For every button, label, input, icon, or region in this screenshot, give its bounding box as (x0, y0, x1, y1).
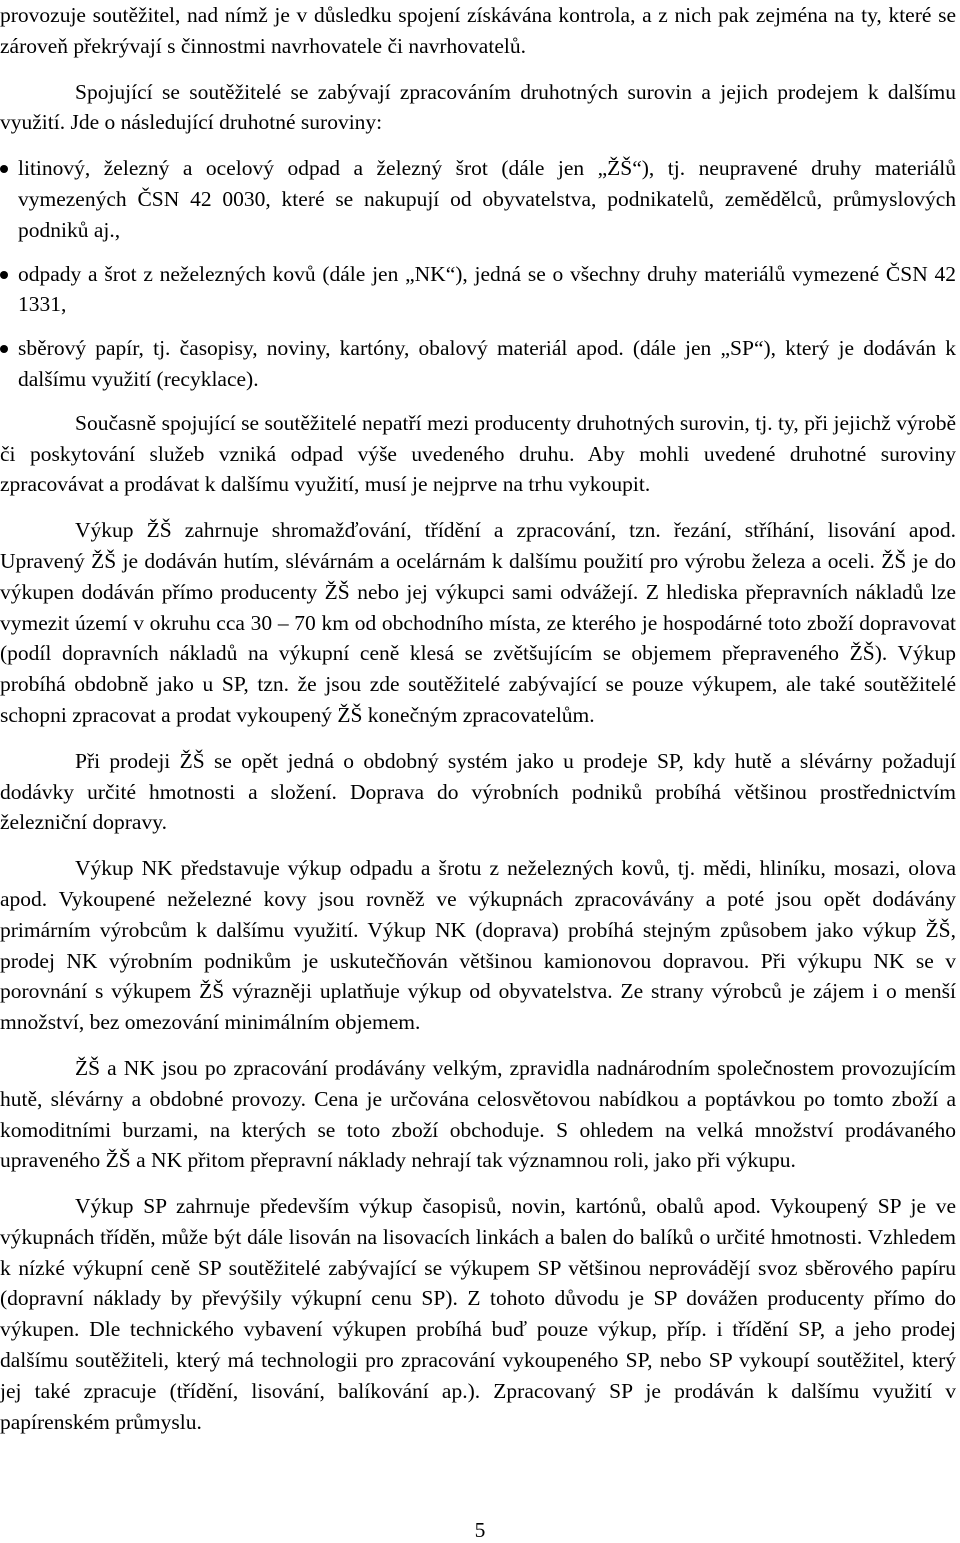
page-number: 5 (474, 1518, 486, 1542)
paragraph-sp-purchase: Výkup SP zahrnuje především výkup časopisů, novin, kartónů, obalů apod. Vykoupený SP je ve výkupnách tříděn, může být dále lisován na lisovacích linkách a balen do balíků o určité hmotnosti. Vzhledem k nízké výkupní ceně SP soutěžitelé zabývající se výkupem SP většinou neprovádějí svoz sběrového papíru (dopravní náklady by převýšily výkupní cenu SP). Z tohoto důvodu je SP dovážen producenty přímo do výkupen. Dle technického vybavení výkupen probíhá buď pouze výkup, příp. i třídění SP, a jeho prodej dalšímu soutěžiteli, který má technologii pro zpracování vykoupeného SP, nebo SP vykoupí soutěžitel, který jej také zpracuje (třídění, lisování, balíkování ap.). Zpracovaný SP je prodáván k dalšímu využití v papírenském průmyslu. (0, 1194, 956, 1434)
paragraph-secondary-raw-materials: Spojující se soutěžitelé se zabývají zpracováním druhotných surovin a jejich prodejem k dalšímu využití. Jde o následující druhotné suroviny: (0, 79, 956, 135)
bullet-icon (0, 165, 8, 173)
paragraph-not-producers: Současně spojující se soutěžitelé nepatří mezi producenty druhotných surovin, tj. ty, při jejichž výrobě či poskytování služeb vzniká odpad výše uvedeného druhu. Aby mohli uvedené druhotné suroviny zpracovávat a prodávat k dalšímu využití, musí je nejprve na trhu vykoupit. (0, 410, 956, 497)
list-item (0, 153, 956, 245)
raw-materials-list (0, 153, 956, 395)
intro-paragraph: provozuje soutěžitel, nad nímž je v důsledku spojení získávána kontrola, a z nich pak zejména na ty, které se zároveň překrývají s činnostmi navrhovatele či navrhovatelů. (0, 3, 956, 58)
bullet-icon (0, 345, 8, 353)
list-item-text: litinový, železný a ocelový odpad a železný šrot (dále jen „ŽŠ“), tj. neupravené druhy materiálů vymezených ČSN 42 0030, které se nakupují od obyvatelstva, podnikatelů, zemědělců, průmyslových podniků aj., (18, 156, 956, 242)
paragraph-zs-sale: Při prodeji ŽŠ se opět jedná o obdobný systém jako u prodeje SP, kdy hutě a slévárny požadují dodávky určité hmotnosti a složení. Doprava do výrobních podniků probíhá většinou prostřednictvím železniční dopravy. (0, 748, 956, 835)
paragraph-zs-nk-sale: ŽŠ a NK jsou po zpracování prodávány velkým, zpravidla nadnárodním společnostem provozujícím hutě, slévárny a obdobné provozy. Cena je určována celosvětovou nabídkou a poptávkou po tomto zboží a komoditními burzami, na kterých se toto zboží obchoduje. S ohledem na velká množství prodávaného upraveného ŽŠ a NK přitom přepravní náklady nehrají tak významnou roli, jako při výkupu. (0, 1055, 956, 1173)
list-item-text: odpady a šrot z neželezných kovů (dále jen „NK“), jedná se o všechny druhy materiálů vymezené ČSN 42 1331, (18, 261, 956, 317)
list-item (0, 259, 956, 321)
bullet-icon (0, 271, 8, 279)
list-item-text: sběrový papír, tj. časopisy, noviny, kartóny, obalový materiál apod. (dále jen „SP“), který je dodáván k dalšímu využití (recyklace). (18, 336, 956, 391)
paragraph-nk-purchase: Výkup NK představuje výkup odpadu a šrotu z neželezných kovů, tj. mědi, hliníku, mosazi, olova apod. Vykoupené neželezné kovy jsou rovněž ve výkupnách zpracovávány a poté jsou opět dodávány primárním výrobcům k dalšímu využití. Výkup NK (doprava) probíhá stejným způsobem jako výkup ŽŠ, prodej NK výrobním podnikům je uskutečňován většinou kamionovou dopravou. Při výkupu NK se v porovnání s výkupem ŽŠ výrazněji uplatňuje výkup od obyvatelstva. Ze strany výrobců je zájem i o menší množství, bez omezování minimálním objemem. (0, 856, 956, 1035)
paragraph-zs-purchase: Výkup ŽŠ zahrnuje shromažďování, třídění a zpracování, tzn. řezání, stříhání, lisování apod. Upravený ŽŠ je dodáván hutím, slévárnám a ocelárnám k dalšímu použití pro výrobu železa a oceli. ŽŠ je do výkupen dodáván přímo producenty ŽŠ nebo jej výkupci sami odvážejí. Z hlediska přepravních nákladů lze vymezit území v okruhu cca 30 – 70 km od obchodního místa, ze kterého je hospodárné toto zboží dopravovat (podíl dopravních nákladů na výkupní ceně klesá se zvětšujícím se objemem přepraveného ŽŠ). Výkup probíhá obdobně jako u SP, tzn. že jsou zde soutěžitelé zabývající se pouze výkupem, ale také soutěžitelé schopni zpracovat a prodat vykoupený ŽŠ konečným zpracovatelům. (0, 518, 956, 727)
list-item (0, 333, 956, 395)
